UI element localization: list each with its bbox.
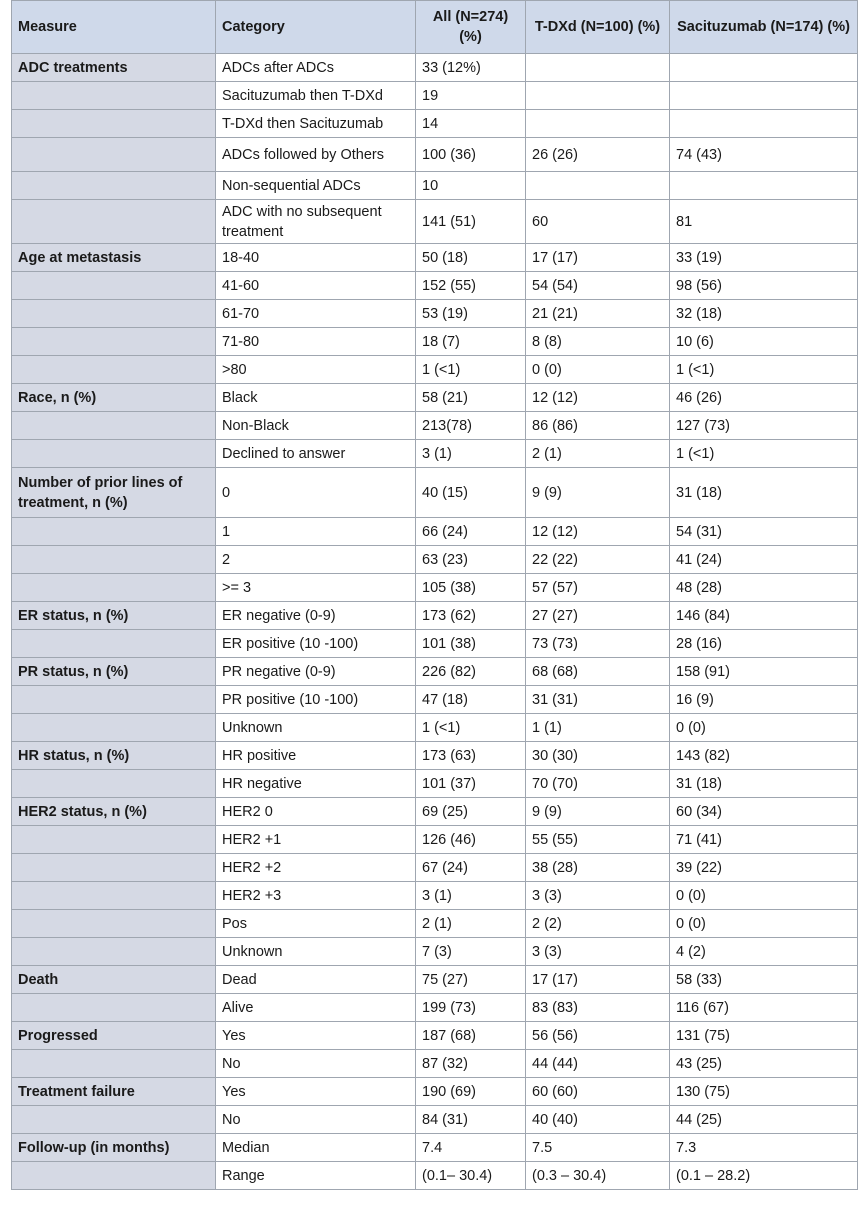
all-cell: 63 (23) [416, 546, 526, 574]
measure-cell [12, 412, 216, 440]
all-cell: 7.4 [416, 1134, 526, 1162]
table-row [12, 54, 858, 82]
measure-cell [12, 172, 216, 200]
sacituzumab-cell: 16 (9) [670, 686, 858, 714]
sacituzumab-cell: 54 (31) [670, 518, 858, 546]
measure-cell: HR status, n (%) [12, 742, 216, 770]
all-cell: 213(78) [416, 412, 526, 440]
tdxd-cell: 17 (17) [526, 244, 670, 272]
all-cell: 14 [416, 110, 526, 138]
sacituzumab-cell: 143 (82) [670, 742, 858, 770]
category-cell: Yes [216, 1022, 416, 1050]
all-cell: 75 (27) [416, 966, 526, 994]
category-cell: HR positive [216, 742, 416, 770]
table-row [12, 1106, 858, 1134]
table-row [12, 384, 858, 412]
tdxd-cell: 40 (40) [526, 1106, 670, 1134]
measure-cell [12, 300, 216, 328]
sacituzumab-cell: 0 (0) [670, 882, 858, 910]
tdxd-cell: 38 (28) [526, 854, 670, 882]
category-cell: ADC with no subsequent treatment [216, 200, 416, 244]
header-category: Category [216, 1, 416, 54]
table-row [12, 1050, 858, 1078]
measure-cell [12, 630, 216, 658]
table-row [12, 994, 858, 1022]
sacituzumab-cell: 158 (91) [670, 658, 858, 686]
table-row [12, 826, 858, 854]
category-cell: Range [216, 1162, 416, 1190]
category-cell: No [216, 1050, 416, 1078]
category-cell: 41-60 [216, 272, 416, 300]
measure-cell [12, 328, 216, 356]
table-row [12, 300, 858, 328]
measure-cell: Number of prior lines of treatment, n (%) [12, 468, 216, 518]
table-row [12, 1162, 858, 1190]
header-sacituzumab: Sacituzumab (N=174) (%) [670, 1, 858, 54]
all-cell: 58 (21) [416, 384, 526, 412]
all-cell: 66 (24) [416, 518, 526, 546]
tdxd-cell: 26 (26) [526, 138, 670, 172]
measure-cell: ER status, n (%) [12, 602, 216, 630]
sacituzumab-cell: 130 (75) [670, 1078, 858, 1106]
tdxd-cell [526, 110, 670, 138]
table-row [12, 110, 858, 138]
sacituzumab-cell: 74 (43) [670, 138, 858, 172]
sacituzumab-cell: 46 (26) [670, 384, 858, 412]
sacituzumab-cell: (0.1 – 28.2) [670, 1162, 858, 1190]
tdxd-cell: 30 (30) [526, 742, 670, 770]
sacituzumab-cell: 58 (33) [670, 966, 858, 994]
measure-cell [12, 994, 216, 1022]
sacituzumab-cell: 32 (18) [670, 300, 858, 328]
category-cell: HR negative [216, 770, 416, 798]
category-cell: Non-sequential ADCs [216, 172, 416, 200]
all-cell: 126 (46) [416, 826, 526, 854]
sacituzumab-cell: 31 (18) [670, 770, 858, 798]
table-row [12, 574, 858, 602]
tdxd-cell [526, 82, 670, 110]
tdxd-cell [526, 54, 670, 82]
category-cell: 71-80 [216, 328, 416, 356]
category-cell: T-DXd then Sacituzumab [216, 110, 416, 138]
measure-cell [12, 770, 216, 798]
tdxd-cell: 8 (8) [526, 328, 670, 356]
sacituzumab-cell: 39 (22) [670, 854, 858, 882]
category-cell: PR negative (0-9) [216, 658, 416, 686]
sacituzumab-cell: 60 (34) [670, 798, 858, 826]
category-cell: HER2 +3 [216, 882, 416, 910]
sacituzumab-cell: 28 (16) [670, 630, 858, 658]
all-cell: 100 (36) [416, 138, 526, 172]
sacituzumab-cell: 0 (0) [670, 910, 858, 938]
table-row [12, 244, 858, 272]
all-cell: 53 (19) [416, 300, 526, 328]
header-tdxd: T-DXd (N=100) (%) [526, 1, 670, 54]
tdxd-cell: 54 (54) [526, 272, 670, 300]
table-row [12, 1022, 858, 1050]
measure-cell [12, 826, 216, 854]
table-row [12, 1078, 858, 1106]
sacituzumab-cell: 33 (19) [670, 244, 858, 272]
measure-cell: PR status, n (%) [12, 658, 216, 686]
measure-cell [12, 518, 216, 546]
measure-cell [12, 686, 216, 714]
measure-cell [12, 714, 216, 742]
tdxd-cell: 12 (12) [526, 518, 670, 546]
tdxd-cell: 57 (57) [526, 574, 670, 602]
table-row [12, 440, 858, 468]
table-row [12, 658, 858, 686]
all-cell: (0.1– 30.4) [416, 1162, 526, 1190]
all-cell: 199 (73) [416, 994, 526, 1022]
table-row [12, 138, 858, 172]
table-row [12, 630, 858, 658]
tdxd-cell: 44 (44) [526, 1050, 670, 1078]
category-cell: 2 [216, 546, 416, 574]
table-row [12, 714, 858, 742]
all-cell: 187 (68) [416, 1022, 526, 1050]
all-cell: 190 (69) [416, 1078, 526, 1106]
category-cell: HER2 +2 [216, 854, 416, 882]
sacituzumab-cell: 7.3 [670, 1134, 858, 1162]
measure-cell [12, 272, 216, 300]
all-cell: 101 (38) [416, 630, 526, 658]
tdxd-cell: 68 (68) [526, 658, 670, 686]
category-cell: Pos [216, 910, 416, 938]
table-body [12, 54, 858, 1190]
all-cell: 1 (<1) [416, 356, 526, 384]
measure-cell [12, 574, 216, 602]
table-row [12, 910, 858, 938]
category-cell: ADCs after ADCs [216, 54, 416, 82]
category-cell: ER positive (10 -100) [216, 630, 416, 658]
tdxd-cell: 86 (86) [526, 412, 670, 440]
all-cell: 141 (51) [416, 200, 526, 244]
sacituzumab-cell: 116 (67) [670, 994, 858, 1022]
sacituzumab-cell [670, 82, 858, 110]
tdxd-cell: 56 (56) [526, 1022, 670, 1050]
tdxd-cell: 31 (31) [526, 686, 670, 714]
all-cell: 173 (63) [416, 742, 526, 770]
header-measure: Measure [12, 1, 216, 54]
category-cell: 18-40 [216, 244, 416, 272]
all-cell: 3 (1) [416, 440, 526, 468]
all-cell: 87 (32) [416, 1050, 526, 1078]
table-row [12, 966, 858, 994]
all-cell: 47 (18) [416, 686, 526, 714]
tdxd-cell: 9 (9) [526, 798, 670, 826]
all-cell: 67 (24) [416, 854, 526, 882]
tdxd-cell: 55 (55) [526, 826, 670, 854]
all-cell: 18 (7) [416, 328, 526, 356]
measure-cell [12, 1050, 216, 1078]
tdxd-cell: 2 (1) [526, 440, 670, 468]
measure-cell [12, 82, 216, 110]
all-cell: 69 (25) [416, 798, 526, 826]
measure-cell: Age at metastasis [12, 244, 216, 272]
tdxd-cell: 73 (73) [526, 630, 670, 658]
tdxd-cell: 27 (27) [526, 602, 670, 630]
sacituzumab-cell: 43 (25) [670, 1050, 858, 1078]
table-row [12, 882, 858, 910]
category-cell: Median [216, 1134, 416, 1162]
all-cell: 19 [416, 82, 526, 110]
header-row [12, 1, 858, 54]
table-row [12, 938, 858, 966]
category-cell: Dead [216, 966, 416, 994]
tdxd-cell: 0 (0) [526, 356, 670, 384]
table-row [12, 686, 858, 714]
tdxd-cell: 83 (83) [526, 994, 670, 1022]
measure-cell [12, 356, 216, 384]
all-cell: 1 (<1) [416, 714, 526, 742]
sacituzumab-cell [670, 172, 858, 200]
results-table [11, 0, 858, 1190]
measure-cell [12, 546, 216, 574]
category-cell: >= 3 [216, 574, 416, 602]
measure-cell [12, 938, 216, 966]
category-cell: Non-Black [216, 412, 416, 440]
measure-cell [12, 138, 216, 172]
all-cell: 7 (3) [416, 938, 526, 966]
sacituzumab-cell: 4 (2) [670, 938, 858, 966]
all-cell: 33 (12%) [416, 54, 526, 82]
all-cell: 84 (31) [416, 1106, 526, 1134]
all-cell: 173 (62) [416, 602, 526, 630]
tdxd-cell [526, 172, 670, 200]
table-row [12, 82, 858, 110]
sacituzumab-cell: 131 (75) [670, 1022, 858, 1050]
measure-cell: Progressed [12, 1022, 216, 1050]
table-row [12, 518, 858, 546]
category-cell: PR positive (10 -100) [216, 686, 416, 714]
table-row [12, 412, 858, 440]
sacituzumab-cell: 81 [670, 200, 858, 244]
category-cell: Unknown [216, 938, 416, 966]
category-cell: Black [216, 384, 416, 412]
tdxd-cell: 60 [526, 200, 670, 244]
all-cell: 10 [416, 172, 526, 200]
category-cell: HER2 0 [216, 798, 416, 826]
measure-cell [12, 910, 216, 938]
header-all: All (N=274) (%) [416, 1, 526, 54]
category-cell: ER negative (0-9) [216, 602, 416, 630]
all-cell: 40 (15) [416, 468, 526, 518]
table-row [12, 468, 858, 518]
measure-cell: HER2 status, n (%) [12, 798, 216, 826]
category-cell: 1 [216, 518, 416, 546]
all-cell: 50 (18) [416, 244, 526, 272]
sacituzumab-cell: 1 (<1) [670, 440, 858, 468]
results-table-container [11, 0, 857, 1190]
tdxd-cell: 2 (2) [526, 910, 670, 938]
tdxd-cell: 3 (3) [526, 938, 670, 966]
category-cell: Yes [216, 1078, 416, 1106]
sacituzumab-cell [670, 54, 858, 82]
measure-cell [12, 110, 216, 138]
table-row [12, 854, 858, 882]
tdxd-cell: 12 (12) [526, 384, 670, 412]
sacituzumab-cell: 48 (28) [670, 574, 858, 602]
tdxd-cell: 3 (3) [526, 882, 670, 910]
table-row [12, 200, 858, 244]
measure-cell [12, 440, 216, 468]
tdxd-cell: 60 (60) [526, 1078, 670, 1106]
category-cell: Unknown [216, 714, 416, 742]
category-cell: No [216, 1106, 416, 1134]
tdxd-cell: 70 (70) [526, 770, 670, 798]
tdxd-cell: 21 (21) [526, 300, 670, 328]
sacituzumab-cell: 44 (25) [670, 1106, 858, 1134]
table-row [12, 742, 858, 770]
category-cell: HER2 +1 [216, 826, 416, 854]
all-cell: 105 (38) [416, 574, 526, 602]
sacituzumab-cell: 146 (84) [670, 602, 858, 630]
sacituzumab-cell: 1 (<1) [670, 356, 858, 384]
tdxd-cell: 17 (17) [526, 966, 670, 994]
measure-cell: Follow-up (in months) [12, 1134, 216, 1162]
category-cell: Declined to answer [216, 440, 416, 468]
category-cell: 61-70 [216, 300, 416, 328]
all-cell: 152 (55) [416, 272, 526, 300]
tdxd-cell: 7.5 [526, 1134, 670, 1162]
sacituzumab-cell: 31 (18) [670, 468, 858, 518]
measure-cell: Race, n (%) [12, 384, 216, 412]
sacituzumab-cell: 127 (73) [670, 412, 858, 440]
table-row [12, 328, 858, 356]
measure-cell [12, 200, 216, 244]
measure-cell [12, 854, 216, 882]
sacituzumab-cell: 10 (6) [670, 328, 858, 356]
category-cell: ADCs followed by Others [216, 138, 416, 172]
all-cell: 3 (1) [416, 882, 526, 910]
table-row [12, 1134, 858, 1162]
measure-cell: ADC treatments [12, 54, 216, 82]
table-row [12, 546, 858, 574]
measure-cell: Treatment failure [12, 1078, 216, 1106]
category-cell: Sacituzumab then T-DXd [216, 82, 416, 110]
sacituzumab-cell [670, 110, 858, 138]
sacituzumab-cell: 98 (56) [670, 272, 858, 300]
measure-cell [12, 882, 216, 910]
all-cell: 101 (37) [416, 770, 526, 798]
measure-cell [12, 1106, 216, 1134]
table-row [12, 356, 858, 384]
tdxd-cell: 9 (9) [526, 468, 670, 518]
sacituzumab-cell: 41 (24) [670, 546, 858, 574]
sacituzumab-cell: 0 (0) [670, 714, 858, 742]
table-row [12, 272, 858, 300]
tdxd-cell: 22 (22) [526, 546, 670, 574]
table-row [12, 602, 858, 630]
all-cell: 2 (1) [416, 910, 526, 938]
measure-cell: Death [12, 966, 216, 994]
table-row [12, 798, 858, 826]
measure-cell [12, 1162, 216, 1190]
tdxd-cell: (0.3 – 30.4) [526, 1162, 670, 1190]
all-cell: 226 (82) [416, 658, 526, 686]
table-row [12, 172, 858, 200]
tdxd-cell: 1 (1) [526, 714, 670, 742]
category-cell: Alive [216, 994, 416, 1022]
category-cell: 0 [216, 468, 416, 518]
table-row [12, 770, 858, 798]
sacituzumab-cell: 71 (41) [670, 826, 858, 854]
category-cell: >80 [216, 356, 416, 384]
